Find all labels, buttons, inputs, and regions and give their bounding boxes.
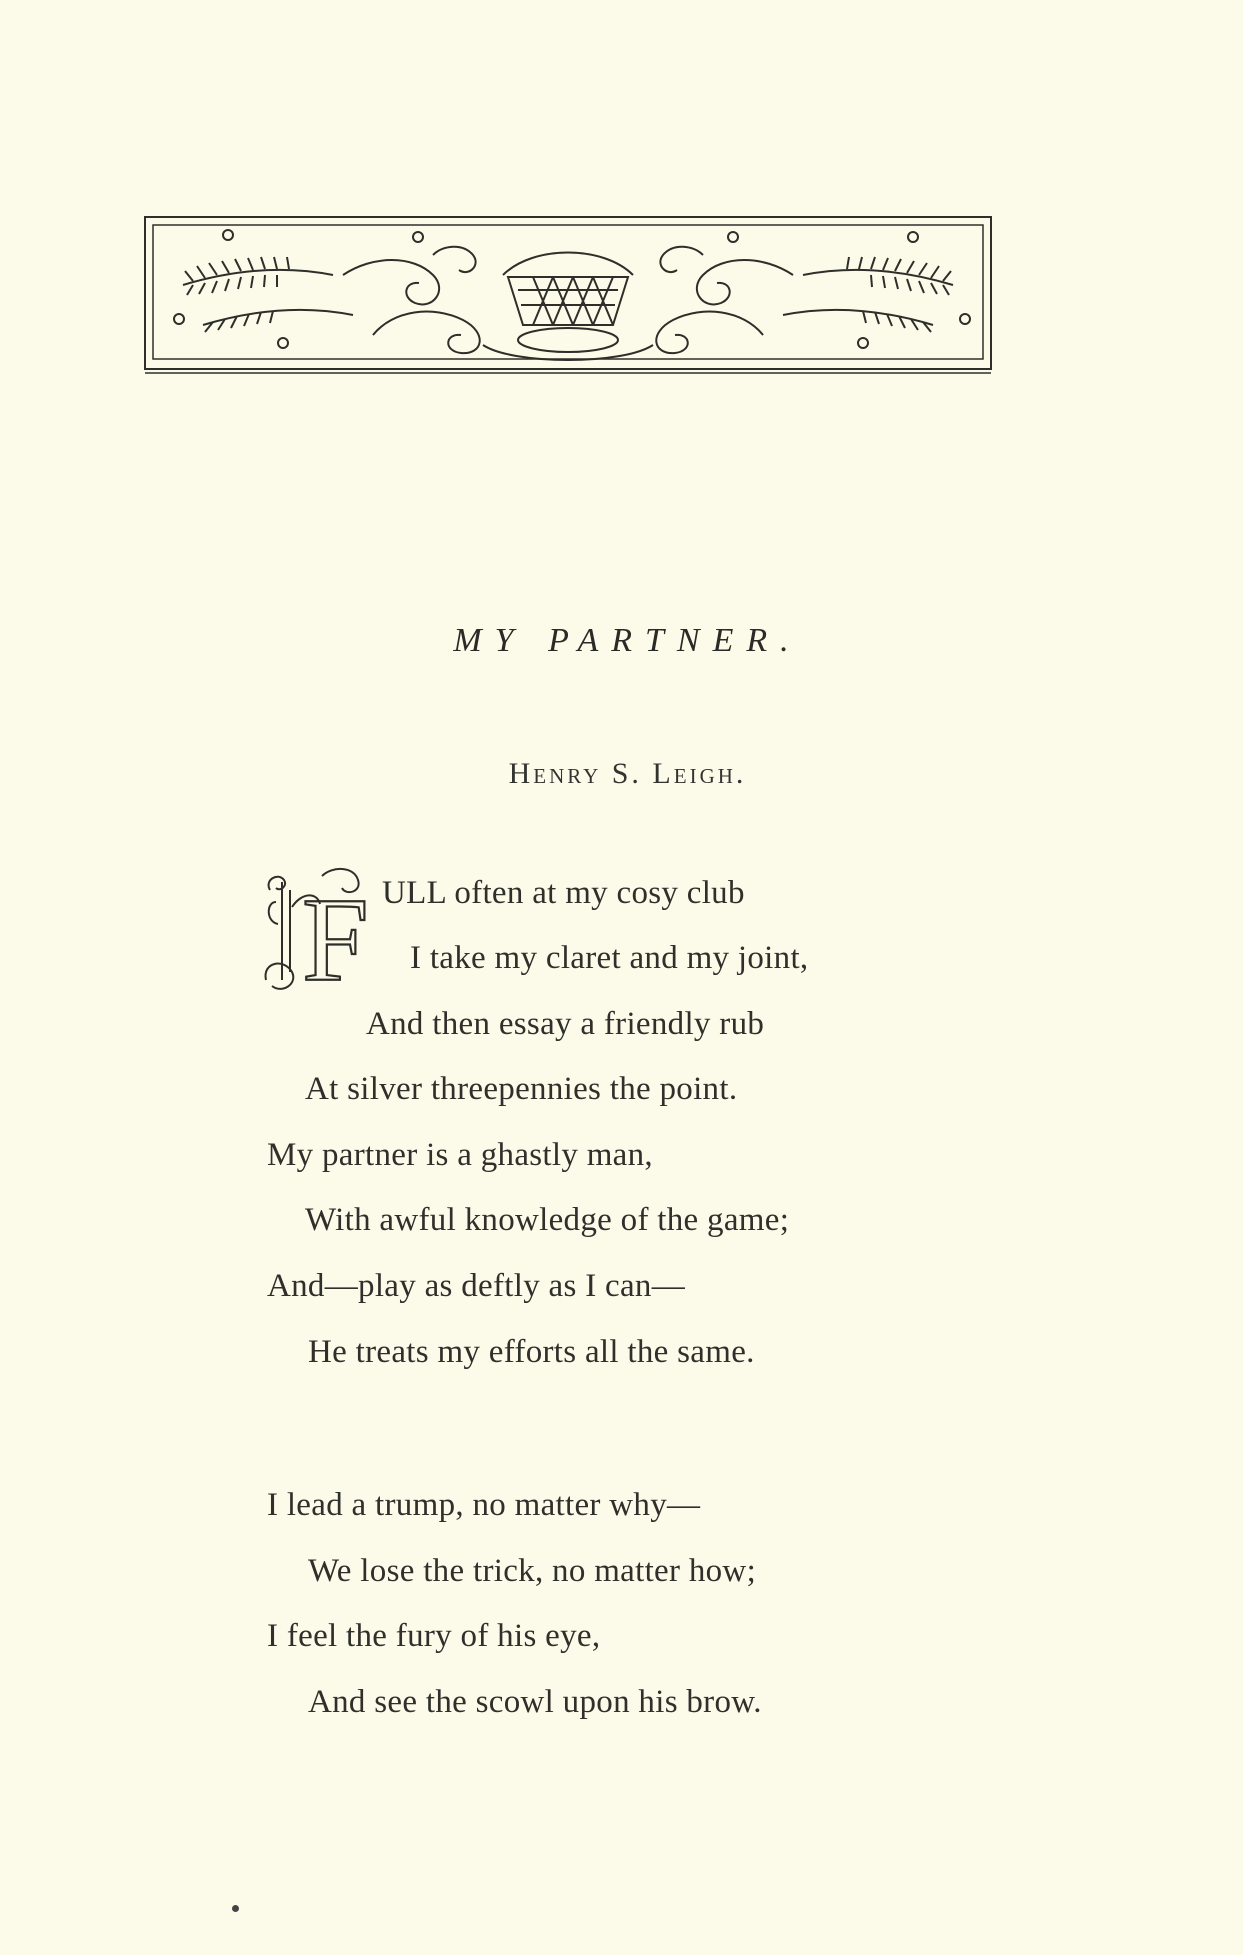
ink-speck bbox=[232, 1905, 239, 1912]
poem-line: And—play as deftly as I can— bbox=[267, 1268, 686, 1304]
poem-line: He treats my efforts all the same. bbox=[308, 1334, 755, 1370]
poem-line: ULL often at my cosy club bbox=[382, 875, 745, 911]
poem-line: And see the scowl upon his brow. bbox=[308, 1684, 762, 1720]
svg-text:F: F bbox=[302, 873, 369, 1006]
poem-line: With awful knowledge of the game; bbox=[305, 1202, 790, 1238]
poem-line: And then essay a friendly rub bbox=[366, 1006, 765, 1042]
floral-headpiece-icon bbox=[143, 215, 993, 375]
poem-line: We lose the trick, no matter how; bbox=[308, 1553, 757, 1589]
poem-line: I feel the fury of his eye, bbox=[267, 1618, 601, 1654]
poem-line: I take my claret and my joint, bbox=[410, 940, 809, 976]
poem-line: At silver threepennies the point. bbox=[305, 1071, 738, 1107]
poem-title: MY PARTNER. bbox=[453, 622, 802, 659]
poem-line: My partner is a ghastly man, bbox=[267, 1137, 653, 1173]
poem-author: Henry S. Leigh. bbox=[508, 757, 747, 790]
ornamental-initial-f-icon bbox=[262, 862, 372, 1012]
poem-line: I lead a trump, no matter why— bbox=[267, 1487, 701, 1523]
